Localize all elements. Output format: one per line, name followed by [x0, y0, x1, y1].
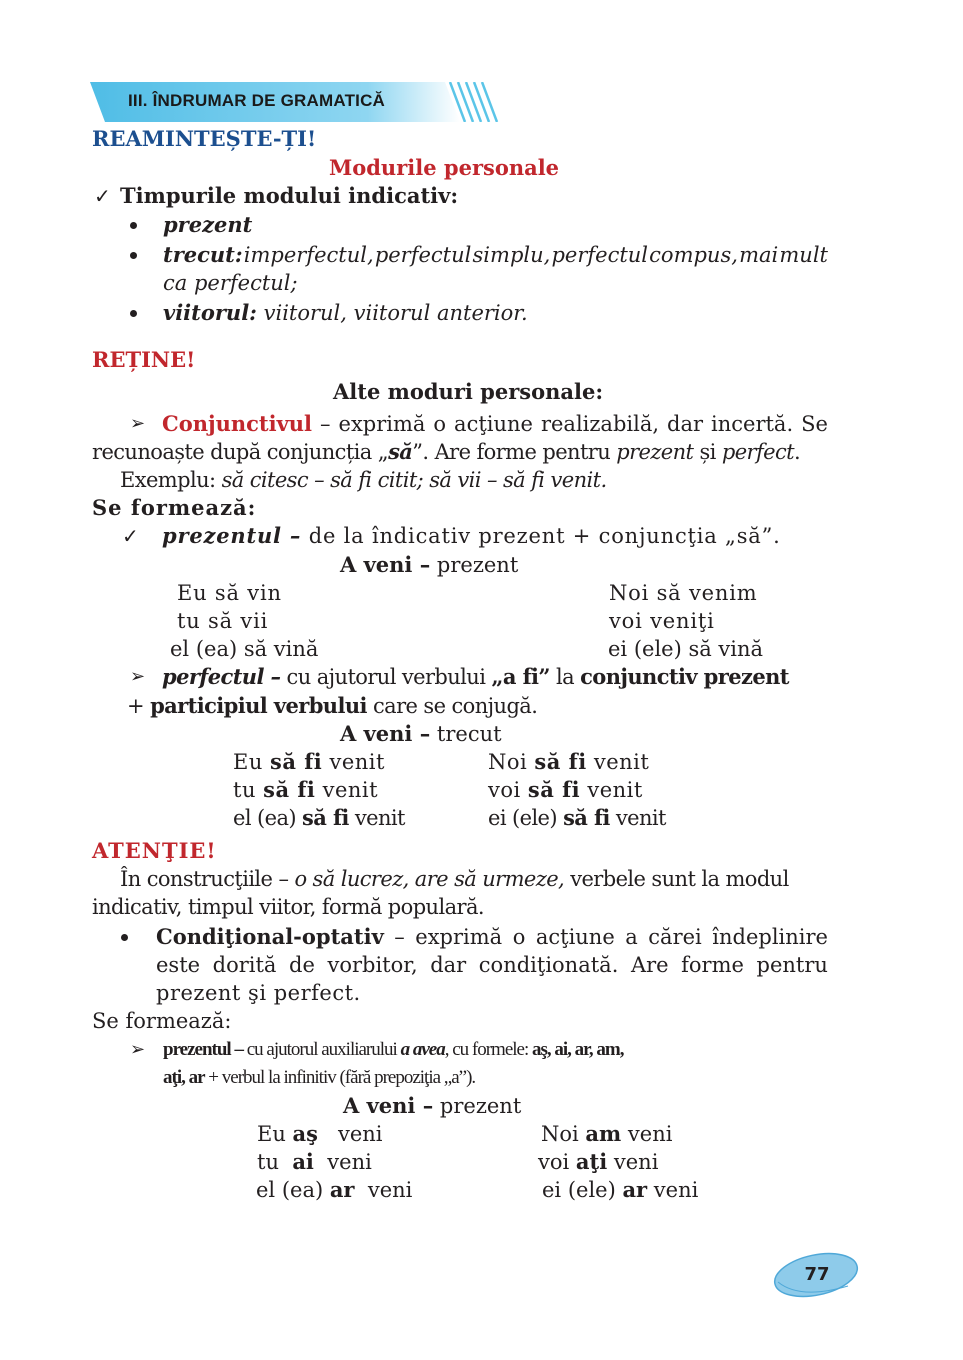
conditional-line1: Condiţional-optativ – exprimă o acţiune a cărei îndeplinire: [156, 924, 828, 949]
indicative-heading: Timpurile modului indicativ:: [120, 183, 459, 208]
remember-heading: REAMINTEȘTE-ȚI!: [92, 126, 317, 151]
cond-present-line2: aţi, ar + verbul la infinitiv (fără prepoziţia „a”).: [163, 1067, 476, 1088]
cond-present-line1: prezentul – cu ajutorul auxiliarului a avea, cu formele: aş, ai, ar, am,: [163, 1039, 624, 1060]
conditional-line3: prezent şi perfect.: [156, 981, 361, 1005]
conjunctive-line2: recunoaște după conjuncția „să”. Are forme pentru prezent și perfect.: [92, 439, 801, 464]
arrow-icon: ➢: [130, 666, 146, 687]
item-trecut-line2: ca perfectul;: [163, 271, 298, 295]
attention-line2: indicativ, timpul viitor, formă populară.: [92, 895, 484, 919]
check-icon: ✓: [94, 184, 111, 208]
table1-title: A veni – prezent: [340, 552, 519, 577]
attention-line1: În construcţiile – o să lucrez, are să urmeze, verbele sunt la modul: [120, 867, 789, 891]
bullet-icon: [130, 310, 137, 317]
table1-left-2: el (ea) să vină: [170, 637, 319, 661]
table1-right-2: ei (ele) să vină: [608, 637, 764, 661]
section-title: III. ÎNDRUMAR DE GRAMATICĂ: [128, 91, 386, 110]
conjunctive-line1: Conjunctivul – exprimă o acţiune realizabilă, dar incertă. Se: [162, 411, 828, 436]
item-trecut-line1: trecut: imperfectul, perfectul simplu, perfectul compus, mai mult: [163, 242, 828, 267]
table3-left-1: tu ai veni: [257, 1149, 372, 1174]
forms-label: Se formează:: [92, 495, 257, 520]
bullet-icon: [130, 222, 137, 229]
retain-title: Alte moduri personale:: [333, 379, 604, 404]
perfect-line1: perfectul – cu ajutorul verbului „a fi” la conjunctiv prezent: [162, 664, 789, 689]
table1-right-1: voi veniţi: [609, 609, 715, 633]
table3-title: A veni – prezent: [343, 1093, 522, 1118]
attention-heading: ATENŢIE!: [92, 838, 217, 863]
table1-right-0: Noi să venim: [609, 581, 758, 605]
table2-left-0: Eu să fi venit: [233, 749, 385, 774]
example-line: Exemplu: să citesc – să fi citit; să vii – să fi venit.: [120, 468, 607, 492]
table3-right-0: Noi am veni: [541, 1121, 673, 1146]
table2-right-2: ei (ele) să fi venit: [488, 805, 666, 830]
page-number: 77: [804, 1264, 830, 1285]
item-viitorul: viitorul: viitorul, viitorul anterior.: [163, 300, 528, 325]
table2-right-1: voi să fi venit: [488, 777, 643, 802]
table2-left-2: el (ea) să fi venit: [233, 805, 405, 830]
table1-left-1: tu să vii: [177, 609, 269, 633]
table2-left-1: tu să fi venit: [233, 777, 379, 802]
remember-title: Modurile personale: [329, 155, 560, 180]
table1-left-0: Eu să vin: [177, 581, 282, 605]
table2-title: A veni – trecut: [340, 721, 502, 746]
perfect-line2: + participiul verbului care se conjugă.: [127, 693, 538, 718]
forms-label-2: Se formează:: [92, 1009, 232, 1033]
table2-right-0: Noi să fi venit: [488, 749, 650, 774]
retain-heading: REȚINE!: [92, 347, 196, 372]
arrow-icon: ➢: [130, 413, 146, 434]
conditional-line2: este dorită de vorbitor, dar condiţionată. Are forme pentru: [156, 953, 828, 977]
table3-right-1: voi aţi veni: [538, 1149, 659, 1174]
present-conj-line: prezentul – de la îndicativ prezent + conjuncţia „să”.: [162, 523, 781, 548]
arrow-icon: ➢: [130, 1039, 146, 1060]
item-prezent: prezent: [163, 212, 253, 237]
table3-left-2: el (ea) ar veni: [256, 1177, 413, 1202]
bullet-icon: [121, 934, 128, 941]
check-icon: ✓: [122, 524, 139, 548]
table3-left-0: Eu aş veni: [257, 1121, 383, 1146]
bullet-icon: [130, 252, 137, 259]
table3-right-2: ei (ele) ar veni: [542, 1177, 699, 1202]
